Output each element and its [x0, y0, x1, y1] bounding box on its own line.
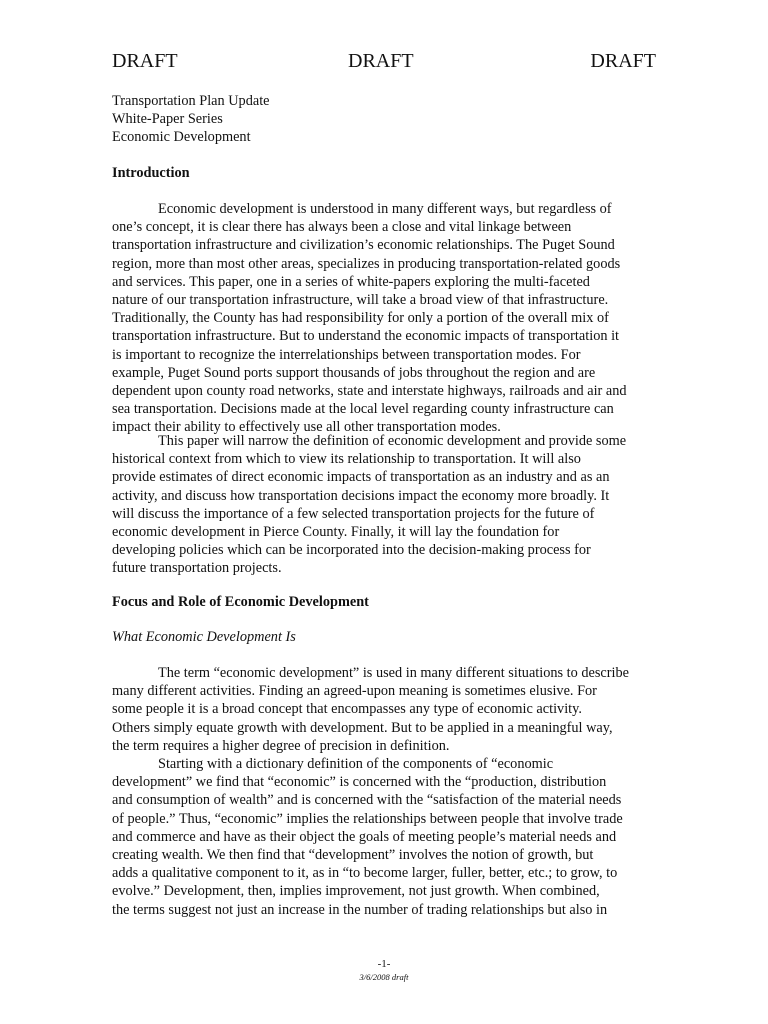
- draft-header-row: [112, 47, 656, 75]
- text-line: impact their ability to effectively use all other transportation modes.: [112, 419, 501, 436]
- text-line: some people it is a broad concept that encompasses any type of economic activity.: [112, 701, 582, 718]
- text-line: one’s concept, it is clear there has always been a close and vital linkage between: [112, 219, 572, 236]
- draft-label-right: DRAFT: [590, 50, 656, 72]
- text-line: future transportation projects.: [112, 560, 282, 577]
- series-title: Transportation Plan Update: [112, 93, 270, 109]
- text-line: creating wealth. We then find that “development” involves the notion of growth, but: [112, 846, 594, 863]
- paper-topic: Economic Development: [112, 129, 251, 146]
- text-line: adds a qualitative component to it, as in “to become larger, fuller, better, etc.; to grow, to: [112, 865, 618, 882]
- draft-label-left: DRAFT: [112, 50, 178, 72]
- introduction-paragraph-2: [112, 432, 656, 578]
- text-line: Traditionally, the County has had responsibility for only a portion of the overall mix of: [112, 310, 609, 327]
- draft-label-center: DRAFT: [348, 50, 414, 72]
- text-line: will discuss the importance of a few selected transportation projects for the future of: [112, 505, 595, 522]
- text-line: and commerce and have as their object the goals of meeting people’s material needs and: [112, 828, 617, 845]
- introduction-heading: Introduction: [112, 165, 190, 181]
- text-line: and consumption of wealth” and is concerned with the “satisfaction of the material needs: [112, 792, 622, 809]
- text-line: activity, and discuss how transportation decisions impact the economy more broadly. It: [112, 487, 610, 504]
- text-line: evolve.” Development, then, implies improvement, not just growth. When combined,: [112, 883, 600, 900]
- focus-paragraph-2: [112, 755, 656, 919]
- text-line: historical context from which to view its relationship to transportation. It will also: [112, 451, 581, 468]
- text-line: developing policies which can be incorporated into the decision-making process for: [112, 542, 591, 559]
- text-line: region, more than most other areas, specializes in producing transportation-related goods: [112, 255, 621, 272]
- introduction-paragraph-1: [112, 200, 656, 436]
- text-line: transportation infrastructure. But to understand the economic impacts of transportation it: [112, 328, 620, 345]
- text-line: Economic development is understood in many different ways, but regardless of: [158, 201, 612, 217]
- page-number: -1-: [377, 958, 391, 970]
- text-line: This paper will narrow the definition of economic development and provide some: [158, 433, 627, 449]
- focus-subheading: What Economic Development Is: [112, 629, 296, 645]
- focus-heading: Focus and Role of Economic Development: [112, 594, 369, 610]
- text-line: and services. This paper, one in a series of white-papers exploring the multi-faceted: [112, 273, 590, 290]
- series-name: White-Paper Series: [112, 111, 223, 128]
- text-line: dependent upon county road networks, state and interstate highways, railroads and air and: [112, 382, 627, 399]
- text-line: sea transportation. Decisions made at the local level regarding county infrastructure can: [112, 401, 614, 418]
- text-line: the terms suggest not just an increase in the number of trading relationships but also in: [112, 901, 608, 918]
- text-line: example, Puget Sound ports support thousands of jobs throughout the region and are: [112, 364, 596, 381]
- text-line: is important to recognize the interrelationships between transportation modes. For: [112, 346, 581, 363]
- text-line: transportation infrastructure and civilization’s economic relationships. The Puget Sound: [112, 237, 615, 254]
- text-line: Starting with a dictionary definition of the components of “economic: [158, 756, 554, 772]
- text-line: the term requires a higher degree of precision in definition.: [112, 737, 450, 754]
- text-line: economic development in Pierce County. Finally, it will lay the foundation for: [112, 523, 560, 540]
- text-line: of people.” Thus, “economic” implies the relationships between people that involve trade: [112, 810, 623, 827]
- text-line: nature of our transportation infrastructure, will take a broad view of that infrastructure.: [112, 291, 609, 308]
- document-header-block: [112, 92, 656, 147]
- text-line: many different activities. Finding an agreed-upon meaning is sometimes elusive. For: [112, 683, 597, 700]
- focus-paragraph-1: [112, 664, 656, 755]
- text-line: The term “economic development” is used in many different situations to describe: [158, 665, 629, 681]
- text-line: provide estimates of direct economic impacts of transportation as an industry and as an: [112, 469, 610, 486]
- text-line: Others simply equate growth with development. But to be applied in a meaningful way,: [112, 719, 613, 736]
- text-line: development” we find that “economic” is concerned with the “production, distribution: [112, 774, 607, 791]
- draft-date-note: 3/6/2008 draft: [359, 972, 409, 982]
